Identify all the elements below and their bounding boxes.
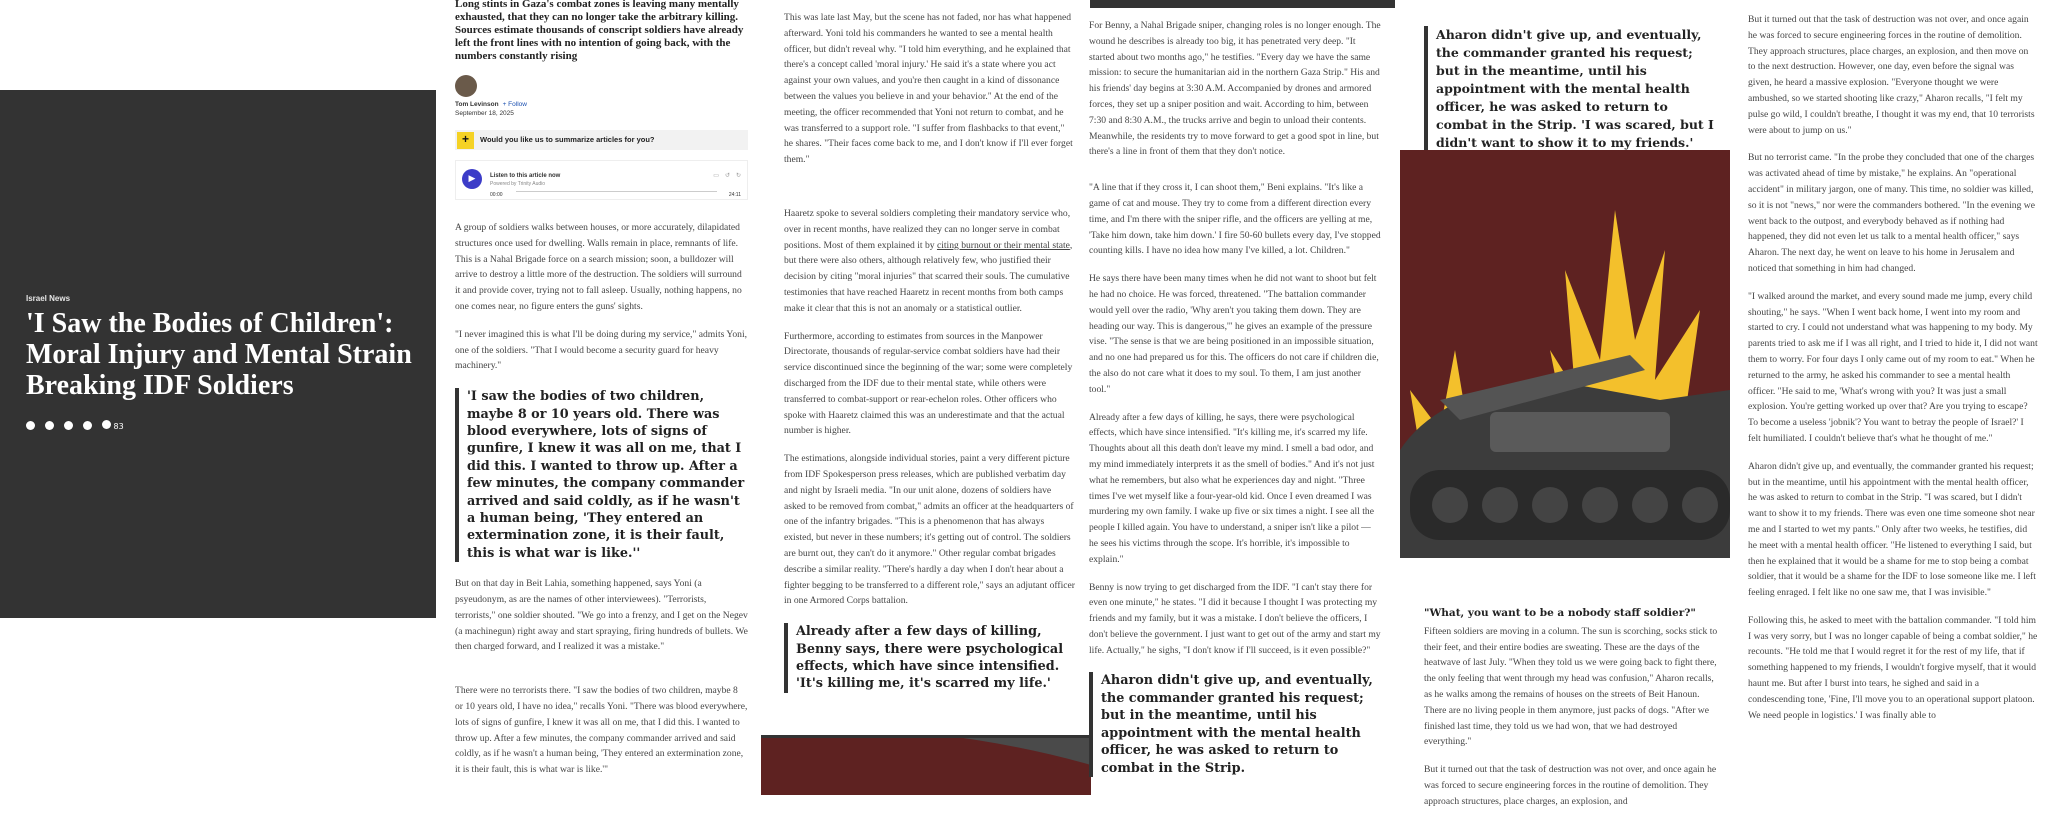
title-quote: 'I Saw the Bodies of Children' — [26, 308, 385, 339]
illustration-burning-tank — [1400, 150, 1730, 558]
player-current-time: 00:00 — [490, 192, 503, 198]
paragraph: But no terrorist came. "In the probe they concluded that one of the charges was activated ahead of time by mistake," he explains. An "operational accident" in military jargon, one of many. This time, no soldier was killed, so it is not "news," nor were the commanders bothered. "In the evening we went back to the outpost, and everybody behaved as if nothing had happened, they did not even let us talk to a mental health officer," says Aharon. The next day, he went on leave to his home in Jerusalem and noticed that something in him had changed. — [1748, 152, 2035, 274]
paragraph: Aharon didn't give up, and eventually, the commander granted his request; but in the meantime, until his appointment with the mental health officer, he was asked to return to combat in the Strip. "I was scared, but I didn't want to show it to my friends. There was even one time someone shot near me and I started to wet my pants." Only after two weeks, he testifies, did he meet with a mental health officer. "He listened to everything I said, but then he explained that it would be a shame for me to stop being a combat soldier, that it would be a shame for the IDF to lose someone like me. I left feeling enraged. I felt like no one saw me, that I was invisible." — [1748, 460, 2036, 599]
article-link[interactable]: citing burnout or their mental state — [936, 239, 1070, 251]
summarize-bar[interactable] — [455, 130, 748, 150]
pull-quote: 'I saw the bodies of two children, maybe 8 or 10 years old. There was blood everywhere, lots of signs of gunfire, I knew it was all on me, that I did this. I wanted to throw up. After a few minutes, the company commander arrived and said coldly, as if he wasn't a human being, 'They entered an extermination zone, it is their fault, this is what war is like.'' — [455, 388, 748, 562]
publish-date: September 18, 2025 — [455, 110, 514, 117]
byline — [455, 75, 748, 118]
pull-quote: Already after a few days of killing, Benny says, there were psychological effects, which have since intensified. 'It's killing me, it's scarred my life.' — [784, 623, 1075, 693]
facebook-icon[interactable] — [45, 421, 54, 430]
gift-icon[interactable] — [26, 421, 35, 430]
section-label[interactable]: Israel News — [26, 294, 71, 303]
player-duration: 24:11 — [728, 192, 741, 198]
player-credit: Powered by Trinity Audio — [490, 181, 546, 187]
pull-quote: Aharon didn't give up, and eventually, the commander granted his request; but in the meantime, until his appointment with the mental health officer, he was asked to return to combat in the Strip. 'I was scared, but I didn't want to show it to my friends.' — [1424, 26, 1718, 152]
paragraph: "I never imagined this is what I'll be doing during my service," admits Yoni, one of the soldiers. "That I would become a security guard for heavy machinery." — [455, 328, 748, 372]
comment-count: 83 — [113, 422, 124, 431]
avatar[interactable] — [455, 75, 477, 97]
forward-icon[interactable]: ↻ — [735, 173, 741, 179]
player-progress[interactable] — [516, 191, 717, 192]
follow-button[interactable]: + Follow — [502, 101, 527, 108]
paragraph: Already after a few days of killing, he says, there were psychological effects, which have since intensified. "It's killing me, it's scarred my life. Thoughts about all this death don't leave my mind. I smell a bad odor, and my mind immediately interprets it as the smell of bodies." And it's not just what he remembers, but also what he experiences day and night. "Three times I've wet myself like a four-year-old kid. Once I even dreamed I was murdering my own family. I wake up five or six times a night. I see all the people I killed again. You have to understand, a sniper isn't like a pilot — he sees his victims through the scope. It's horrible, it's impossible to explain." — [1089, 411, 1375, 565]
paragraph: Benny is now trying to get discharged from the IDF. "I can't stay there for even one minute," he states. "I did it because I thought I was protecting my friends and my family, but it was a mistake. I don't believe the officers, I don't believe the government. I just want to get out of the army and start my life. Actually," he sighs, "I don't know if I'll succeed, is it even possible?" — [1089, 581, 1381, 656]
title-rest: : Moral Injury and Mental Strain Breaking IDF Soldiers — [26, 308, 412, 401]
section-subhead: "What, you want to be a nobody staff soldier?" — [1424, 607, 1696, 619]
paragraph: "A line that if they cross it, I can shoot them," Beni explains. "It's like a game of cat and mouse. They try to come from a different direction every time, and I'm there with the sniper rifle, and the officers are yelling at me, 'Take him down, take him down.' I fire 50-60 bullets every day, I've stopped counting kills. I have no idea how many I've killed, a lot. Children." — [1089, 182, 1381, 257]
paragraph: But on that day in Beit Lahia, something happened, says Yoni (a psyeudonym, as are the names of other interviewees). "Terrorists, terrorists," one soldier shouted. "We go into a frenzy, and I get on the Negev (a machinegun) right away and start spraying, firing hundreds of bullets. We then charged forward, and I realized it was a mistake." — [455, 578, 748, 653]
player-controls — [713, 169, 741, 185]
paragraph: But it turned out that the task of destruction was not over, and once again he was forced to secure engineering forces in the routine of demolition. They approach structures, place charges, an explosion, and — [1424, 764, 1717, 807]
paragraph: Fifteen soldiers are moving in a column. The sun is scorching, socks stick to their feet, and their entire bodies are sweating. These are the days of the heatwave of last July. "When they told us we were going back to fight there, the only feeling that went through my head was confusion," Aharon recalls, as he walks among the remains of houses on the streets of Beit Hanoun. There are no living people in them anymore, just packs of dogs. "After we finished last time, they told us we had won, that we had destroyed everything." — [1424, 625, 1718, 748]
paragraph: The estimations, alongside individual stories, paint a very different picture from IDF Spokesperson press releases, which are published verbatim day and night by Israeli media. "In our unit alone, dozens of soldiers have asked to be removed from combat," admits an officer at the headquarters of one of the infantry brigades. "This is a phenomenon that has always existed, but never in these numbers; it's getting out of control. The soldiers are burnt out, they can't do it anymore." Other regular combat brigades describe a similar reality. "There's hardly a day when I don't hear about a fighter begging to be transferred to a different role," says an adjutant officer in one Armored Corps battalion. — [784, 453, 1075, 607]
speaker-icon[interactable]: ▭ — [713, 173, 719, 179]
column-2 — [784, 0, 1075, 707]
x-icon[interactable] — [64, 421, 73, 430]
share-toolbar — [26, 420, 124, 431]
author-name[interactable]: Tom Levinson — [455, 101, 499, 108]
paragraph: For Benny, a Nahal Brigade sniper, changing roles is no longer enough. The wound he describes is already too big, it has penetrated very deep. "It started about two months ago," he testifies. "Every day we have the same mission: to secure the humanitarian aid in the northern Gaza Strip." His and his friends' day begins at 3:30 A.M. Accompanied by drones and armored forces, they set up a sniper position and wait. According to him, between 7:30 and 8:30 A.M., the trucks arrive and begin to unload their contents. Meanwhile, the residents try to move forward to get a good spot in line, but there's a line in front of them that they don't notice. — [1089, 20, 1381, 158]
paragraph: Furthermore, according to estimates from sources in the Manpower Directorate, thousands of regular-service combat soldiers have had their service discontinued since the beginning of the war; some were completely discharged from the IDF due to their mental state, while others were transferred to combat-support or rear-echelon roles. Other officers who spoke with Haaretz claimed this was an underestimate and that the actual number is higher. — [784, 330, 1073, 437]
paragraph: "I walked around the market, and every sound made me jump, every child shouting," he says. "When I went back home, I went into my room and started to cry. I could not understand what was happening to my body. My parents tried to ask me if I was all right, and I tried to hide it, I did not want them to worry. For four days I only came out of my room to eat." When he returned to the army, he asked his commander to see a mental health officer. "He said to me, 'What's wrong with you? It was just a small explosion. You're getting worked up over that? Are you trying to escape? To become a useless 'jobnik'? You want to betray the people of Israel?' I felt humiliated. I couldn't believe that's what he thought of me." — [1748, 290, 2038, 444]
paragraph: This was late last May, but the scene has not faded, nor has what happened afterward. Yoni told his commanders he wanted to see a mental health officer, but didn't reveal why. "I told him everything, and he explained that there's a concept called 'moral injury.' He said it's a state where you act against your own values, and you're then caught in a kind of dissonance between the values you believe in and your behavior." At the end of the meeting, the officer recommended that Yoni not return to combat, and he was transferred to a support role. "I suffer from flashbacks to that event," he shares. "Their faces come back to me, and I don't know if I'll ever forget them." — [784, 12, 1073, 166]
paragraph: There were no terrorists there. "I saw the bodies of two children, maybe 8 or 10 years old, I have no idea," recalls Yoni. "There was blood everywhere, lots of signs of gunfire, I knew it was all on me, that I did this. I wanted to throw up. After a few minutes, the company commander arrived and said coldly, as if he wasn't a human being, 'They entered an extermination zone, it is their fault, this is what war is like.'" — [455, 685, 748, 776]
comments-button[interactable] — [102, 420, 124, 431]
paragraph: Following this, he asked to meet with the battalion commander. "I told him I was very sorry, but I was no longer capable of being a combat soldier," he recounts. "He told me that I would regret it for the rest of my life, that if something happened to my friends, I wouldn't forgive myself, that it would haunt me. But after I burst into tears, he sighed and said in a condescending tone, 'Fine, I'll move you to an operational support platoon. We need people in logistics.' I was finally able to — [1748, 614, 2038, 721]
illustration-svg — [761, 735, 1091, 795]
column-3 — [1089, 0, 1382, 791]
rewind-icon[interactable]: ↺ — [724, 173, 730, 179]
print-icon[interactable] — [83, 421, 92, 430]
paragraph: A group of soldiers walks between houses, or more accurately, dilapidated structures once used for dwelling. Walls remain in place, remnants of life. This is a Nahal Brigade force on a search mission; soon, a bulldozer will arrive to destroy a little more of the destruction. The soldiers will surround it and provide cover, trying not to fall asleep. Usually, nothing happens, no one comes near, no figure enters the guns' sights. — [455, 222, 742, 312]
audio-player — [455, 160, 748, 200]
player-title: Listen to this article now — [490, 173, 561, 179]
plus-icon: + — [457, 132, 474, 149]
paragraph: But it turned out that the task of destruction was not over, and once again he was forced to secure engineering forces in the routine of demolition. They approach structures, place charges, an explosion, and then move on to the next destruction. However, one day, even before the signal was given, he heard a massive explosion. "Everyone thought we were ambushed, so we started shooting like crazy," Aharon recalls, "I felt my pulse go wild, I couldn't breathe, I thought it was my end, that 10 terrorists were about to jump on us." — [1748, 14, 2035, 136]
column-5 — [1748, 0, 2038, 735]
illustration-tank-partial — [761, 735, 1091, 795]
illustration-svg — [1400, 150, 1730, 558]
play-icon[interactable]: ▶ — [462, 169, 482, 189]
comment-icon — [102, 420, 111, 429]
page-title — [26, 308, 426, 401]
article-subtitle: Long stints in Gaza's combat zones is leaving many mentally exhausted, that they can no longer take the arbitrary killing. Sources estimate thousands of conscript soldiers have already left the front lines with no intention of going back, with the numbers constantly rising — [455, 0, 744, 62]
paragraph: He says there have been many times when he did not want to shoot but felt he had no choice. He was forced, threatened. "The battalion commander would yell over the radio, 'Why aren't you taking them down. They are heading our way. This is dangerous,'" he gives an example of the pressure vise. "The sense is that we are being positioned in an impossible situation, and no one had prepared us for this. The officers do not care if children die, the also do not care what it does to my soul. To them, I am just another tool." — [1089, 273, 1379, 395]
paragraph: Haaretz spoke to several soldiers completing their mandatory service who, over in recent months, have realized they can no longer serve in combat positions. Most of them explained it by citing burnout or their mental state, but there were also others, although relatively few, who justified their decision by citing "moral injuries" that scarred their souls. The cumulative testimonies that have reached Haaretz in recent months from both camps make it clear that this is not an anomaly or a statistical outlier. — [784, 207, 1073, 314]
article-hero — [0, 90, 436, 618]
pull-quote: Aharon didn't give up, and eventually, the commander granted his request; but in the meantime, until his appointment with the mental health officer, he was asked to return to combat in the Strip. — [1089, 672, 1382, 776]
column-1 — [455, 0, 748, 790]
summarize-label: Would you like us to summarize articles for you? — [480, 135, 655, 145]
